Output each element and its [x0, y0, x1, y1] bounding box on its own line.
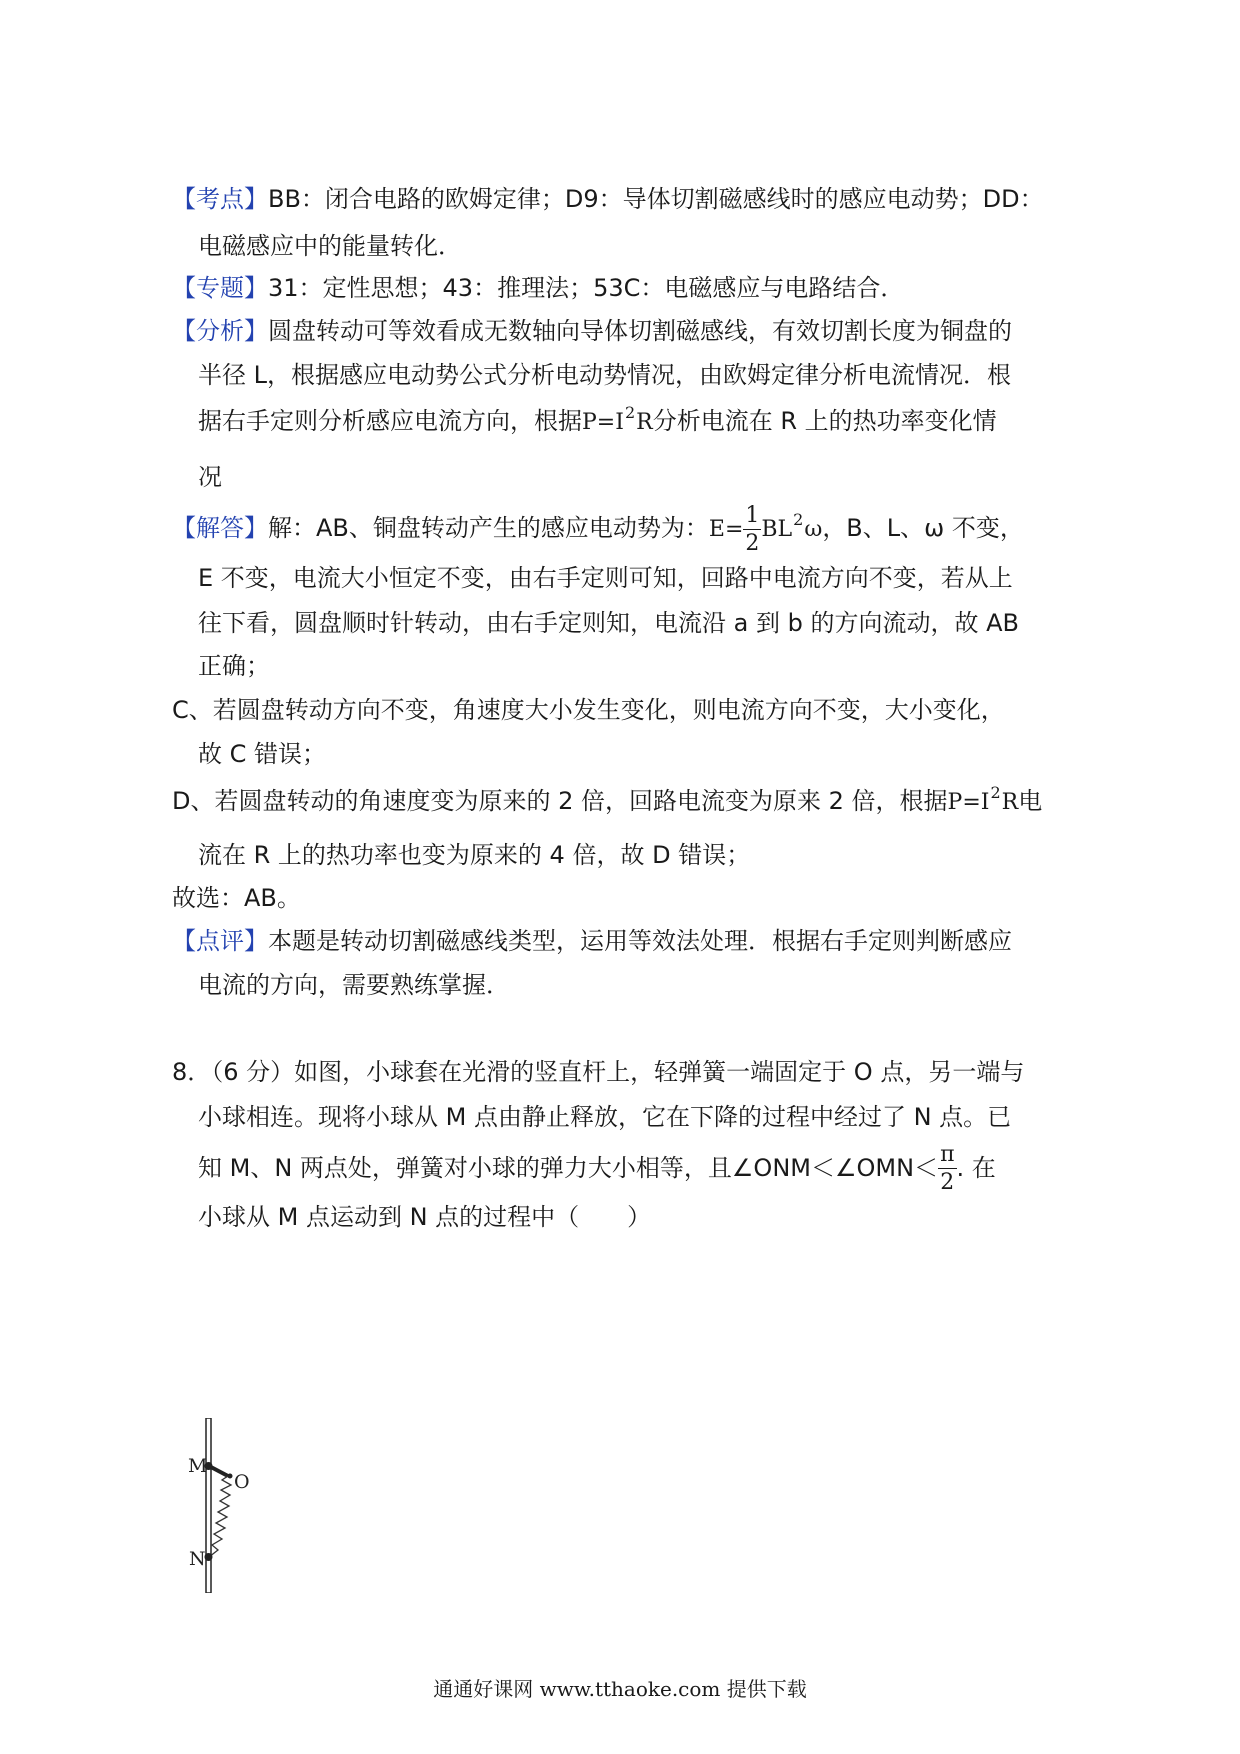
- point-o: [228, 1474, 233, 1479]
- jieda-tag: 【解答】: [172, 514, 268, 542]
- option-d-line-1: [172, 784, 1042, 821]
- fenxi-tag: 【分析】: [172, 317, 268, 345]
- dianping-line-2: 电流的方向，需要熟练掌握．: [198, 971, 510, 999]
- fenxi-text-3a: 据右手定则分析感应电流方向，根据: [198, 407, 582, 435]
- option-c-line-2: 故 C 错误；: [198, 740, 327, 768]
- label-m: M: [188, 1455, 208, 1477]
- power-formula-2-exp: 2: [990, 783, 1001, 802]
- zhuanti-tag: 【专题】: [172, 274, 268, 302]
- emf-fraction: [743, 505, 761, 555]
- label-n: N: [189, 1548, 206, 1570]
- emf-fraction-den: 2: [745, 531, 760, 556]
- spring-coil: [209, 1476, 231, 1557]
- answer-line: 故选：AB。: [172, 884, 301, 912]
- question8-line-1: 8．（6 分）如图，小球套在光滑的竖直杆上，轻弹簧一端固定于 O 点，另一端与: [172, 1058, 1025, 1086]
- question8-line-3: [198, 1144, 996, 1194]
- power-formula-exp: 2: [624, 403, 636, 422]
- question8-line-2: 小球相连。现将小球从 M 点由静止释放，它在下降的过程中经过了 N 点。已: [198, 1103, 1012, 1131]
- zhuanti-line-1: [172, 271, 904, 305]
- jieda-text-1b: ，B、L、ω 不变，: [822, 514, 1024, 542]
- power-formula-2-r: R: [1001, 790, 1019, 815]
- fenxi-line-1: [172, 314, 1012, 348]
- vertical-rod: [206, 1418, 211, 1593]
- kaodian-tag: 【考点】: [172, 185, 268, 213]
- power-formula: [582, 403, 653, 435]
- emf-formula-omega: ω: [804, 517, 823, 542]
- dianping-text-1: 本题是转动切割磁感线类型，运用等效法处理．根据右手定则判断感应: [268, 927, 1012, 955]
- emf-fraction-num: 1: [745, 503, 760, 528]
- question8-text-3a: 知 M、N 两点处，弹簧对小球的弹力大小相等，且∠ONM＜∠OMN＜: [198, 1154, 939, 1182]
- jieda-line-2: E 不变，电流大小恒定不变，由右手定则可知，回路中电流方向不变，若从上: [198, 564, 1013, 592]
- option-c-line-1: C、若圆盘转动方向不变，角速度大小发生变化，则电流方向不变，大小变化，: [172, 696, 1005, 724]
- jieda-line-4: 正确；: [198, 652, 270, 680]
- footer-text: 通通好课网 www.tthaoke.com 提供下载: [433, 1677, 807, 1701]
- pi-over-2-fraction: [938, 1144, 956, 1194]
- emf-formula: [708, 503, 823, 556]
- option-d-text-1a: D、若圆盘转动的角速度变为原来的 2 倍，回路电流变为原来 2 倍，根据: [172, 787, 948, 815]
- power-formula-r: R: [636, 410, 653, 435]
- pi-fraction-den: 2: [940, 1170, 955, 1195]
- label-o: O: [234, 1471, 250, 1493]
- question8-line-4: 小球从 M 点运动到 N 点的过程中（ ）: [198, 1203, 652, 1231]
- option-d-text-1b: 电: [1018, 787, 1043, 815]
- emf-formula-lhs: E=: [708, 517, 744, 542]
- jieda-text-1a: 解：AB、铜盘转动产生的感应电动势为：: [268, 514, 709, 542]
- kaodian-line-1: [172, 182, 1044, 216]
- power-formula-p: P=I: [582, 410, 624, 435]
- zhuanti-text-1: 31：定性思想；43：推理法；53C：电磁感应与电路结合．: [268, 274, 905, 302]
- power-formula-2-p: P=I: [947, 790, 990, 815]
- ball-n: [205, 1553, 213, 1561]
- dianping-tag: 【点评】: [172, 927, 268, 955]
- kaodian-line-2: 电磁感应中的能量转化．: [198, 232, 462, 260]
- pi-fraction-num: π: [940, 1142, 955, 1167]
- power-formula-2: [947, 783, 1019, 815]
- kaodian-text-1: BB：闭合电路的欧姆定律；D9：导体切割磁感线时的感应电动势；DD：: [268, 185, 1044, 213]
- fenxi-line-3: [198, 404, 997, 441]
- option-d-line-2: 流在 R 上的热功率也变为原来的 4 倍，故 D 错误；: [198, 841, 751, 869]
- jieda-line-1: [172, 505, 1024, 555]
- rod-spring-diagram: [188, 1418, 288, 1593]
- fenxi-text-3b: 分析电流在 R 上的热功率变化情: [652, 407, 997, 435]
- fenxi-line-4: 况: [198, 463, 222, 491]
- jieda-line-3: 往下看，圆盘顺时针转动，由右手定则知，电流沿 a 到 b 的方向流动，故 AB: [198, 609, 1019, 637]
- fenxi-text-1: 圆盘转动可等效看成无数轴向导体切割磁感线，有效切割长度为铜盘的: [268, 317, 1012, 345]
- emf-formula-exp: 2: [793, 510, 804, 529]
- question8-text-3b: . 在: [956, 1154, 996, 1182]
- dianping-line-1: [172, 924, 1012, 958]
- emf-formula-bl: BL: [761, 517, 793, 542]
- fenxi-line-2: 半径 L，根据感应电动势公式分析电动势情况，由欧姆定律分析电流情况．根: [198, 361, 1011, 389]
